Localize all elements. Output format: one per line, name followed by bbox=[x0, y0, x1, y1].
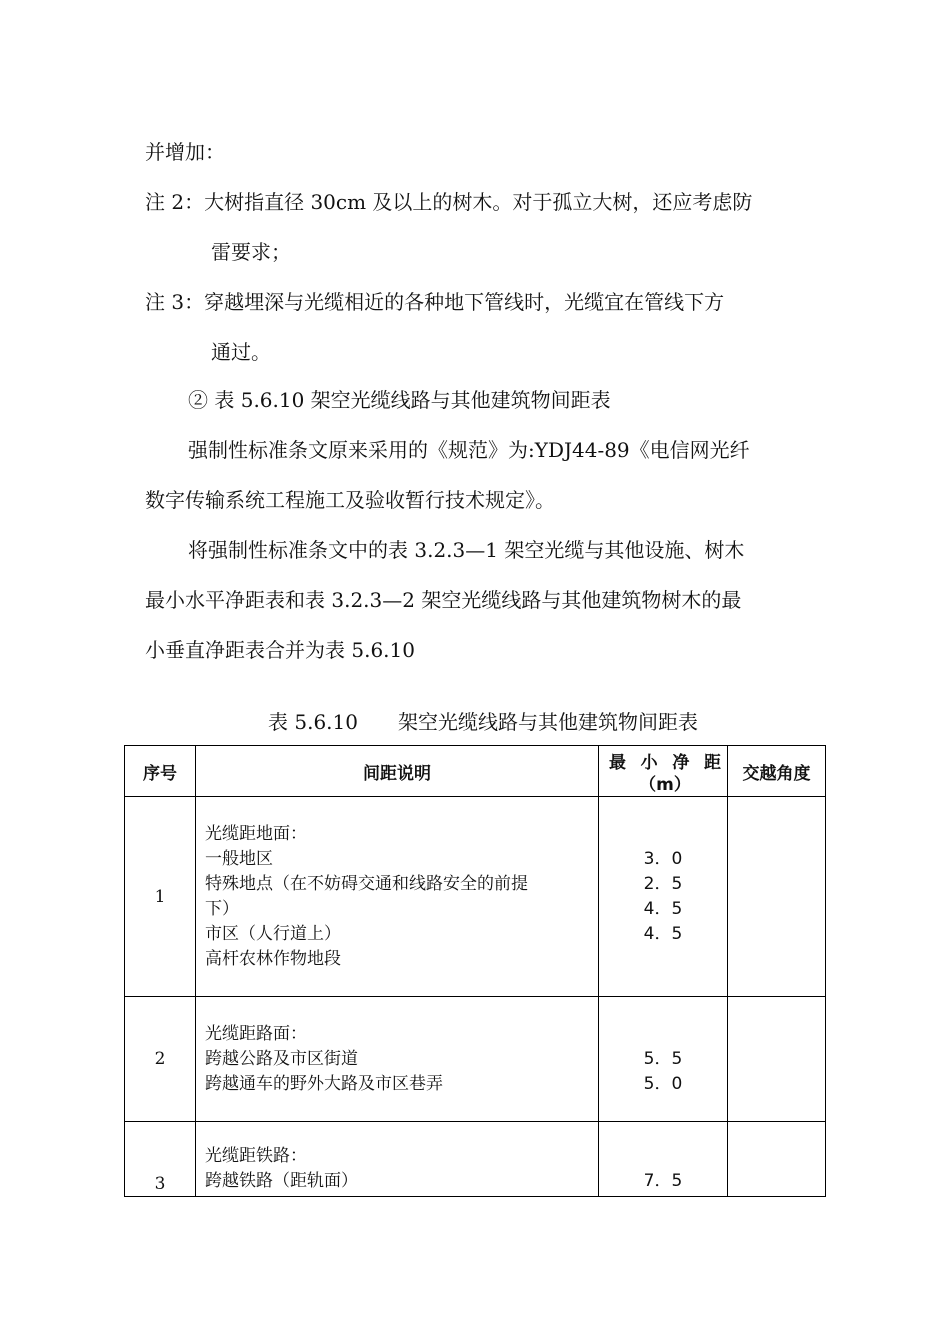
note-2-line-2: 雷要求； bbox=[211, 240, 291, 264]
row-item: 跨越通车的野外大路及市区巷弄 bbox=[205, 1073, 443, 1094]
row-title: 光缆距铁路： bbox=[205, 1146, 307, 1166]
row-value: 2．5 bbox=[643, 873, 683, 894]
table-row bbox=[125, 1122, 826, 1197]
table-row bbox=[125, 797, 826, 997]
row-seq: 1 bbox=[125, 797, 196, 997]
row-title: 光缆距路面： bbox=[205, 1023, 307, 1044]
row-seq: 2 bbox=[125, 997, 196, 1122]
row-description bbox=[196, 1122, 599, 1197]
row-angle bbox=[728, 1122, 826, 1197]
note-3-line-2: 通过。 bbox=[211, 340, 271, 364]
paragraph-line: 并增加： bbox=[145, 140, 225, 164]
header-seq: 序号 bbox=[125, 746, 196, 797]
row-item: 高杆农林作物地段 bbox=[205, 948, 341, 969]
note-3-line-1: 注 3：穿越埋深与光缆相近的各种地下管线时，光缆宜在管线下方 bbox=[145, 290, 725, 314]
table-caption-title: 架空光缆线路与其他建筑物间距表 bbox=[397, 710, 698, 734]
row-values bbox=[599, 1122, 728, 1197]
row-description bbox=[196, 797, 599, 997]
row-item: 跨越公路及市区街道 bbox=[205, 1048, 358, 1069]
paragraph-line: 小垂直净距表合并为表 5.6.10 bbox=[145, 638, 415, 662]
row-angle bbox=[728, 997, 826, 1122]
row-angle bbox=[728, 797, 826, 997]
row-item: 跨越铁路（距轨面） bbox=[205, 1171, 358, 1191]
row-value: 3．0 bbox=[643, 848, 683, 869]
paragraph-line: 强制性标准条文原来采用的《规范》为:YDJ44-89《电信网光纤 bbox=[188, 438, 750, 462]
row-title: 光缆距地面： bbox=[205, 823, 307, 844]
header-angle: 交越角度 bbox=[728, 746, 826, 797]
table-row bbox=[125, 997, 826, 1122]
paragraph-line: 最小水平净距表和表 3.2.3—2 架空光缆线路与其他建筑物树木的最 bbox=[145, 588, 742, 612]
row-value: 4．5 bbox=[643, 898, 683, 919]
row-value: 7．5 bbox=[643, 1171, 683, 1191]
row-value: 5．0 bbox=[643, 1073, 683, 1094]
note-2-line-1: 注 2：大树指直径 30cm 及以上的树木。对于孤立大树，还应考虑防 bbox=[145, 190, 753, 214]
row-values bbox=[599, 797, 728, 997]
row-value: 4．5 bbox=[643, 923, 683, 944]
row-value: 5．5 bbox=[643, 1048, 683, 1069]
row-item: 一般地区 bbox=[205, 848, 273, 869]
row-item: 下） bbox=[205, 898, 239, 919]
table-caption-number: 表 5.6.10 bbox=[268, 710, 358, 734]
header-dist-label: 最 小 净 距 bbox=[609, 752, 721, 773]
header-desc: 间距说明 bbox=[196, 746, 599, 797]
section-heading: ② 表 5.6.10 架空光缆线路与其他建筑物间距表 bbox=[188, 388, 611, 412]
row-values bbox=[599, 997, 728, 1122]
row-seq: 3 bbox=[125, 1122, 196, 1197]
header-dist-unit: （m） bbox=[639, 774, 691, 795]
row-description bbox=[196, 997, 599, 1122]
header-min-distance bbox=[599, 746, 728, 797]
paragraph-line: 数字传输系统工程施工及验收暂行技术规定》。 bbox=[145, 488, 555, 512]
row-item: 市区（人行道上） bbox=[205, 923, 341, 944]
spacing-table bbox=[124, 745, 826, 1197]
table-header-row bbox=[125, 746, 826, 797]
paragraph-line: 将强制性标准条文中的表 3.2.3—1 架空光缆与其他设施、树木 bbox=[188, 538, 745, 562]
row-item: 特殊地点（在不妨碍交通和线路安全的前提 bbox=[205, 873, 528, 894]
table-caption bbox=[268, 708, 698, 736]
